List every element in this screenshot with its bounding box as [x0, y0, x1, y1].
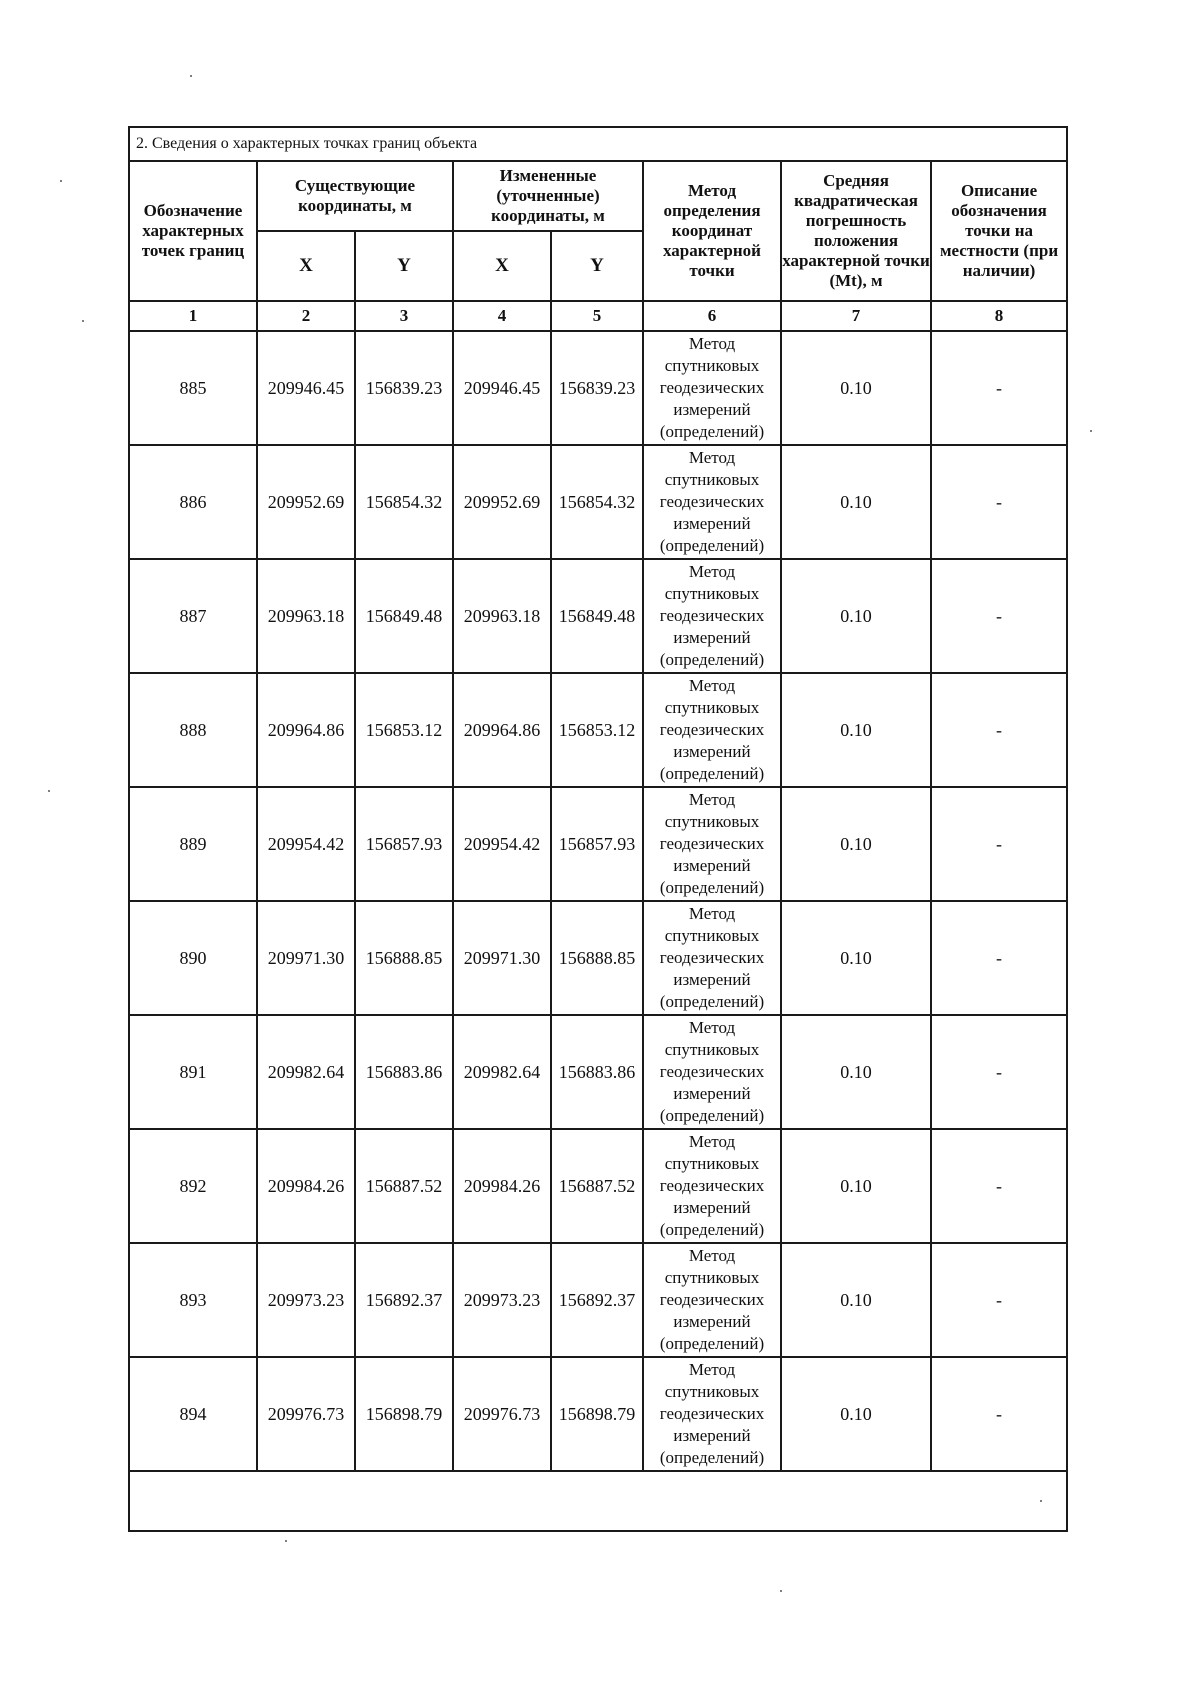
header-y-existing: Y [355, 231, 453, 301]
x-changed-cell: 209954.42 [453, 787, 551, 901]
error-cell: 0.10 [781, 901, 931, 1015]
method-cell: Метод спутниковых геодезических измерений (определений) [643, 445, 781, 559]
column-number: 2 [257, 301, 355, 331]
x-changed-cell: 209946.45 [453, 331, 551, 445]
y-existing-cell: 156892.37 [355, 1243, 453, 1357]
header-description: Описание обозначения точки на местности (при наличии) [931, 161, 1067, 301]
table-row [129, 901, 1067, 1015]
table-row [129, 1129, 1067, 1243]
y-changed-cell: 156892.37 [551, 1243, 643, 1357]
method-cell: Метод спутниковых геодезических измерений (определений) [643, 1243, 781, 1357]
column-number: 6 [643, 301, 781, 331]
point-id-cell: 888 [129, 673, 257, 787]
y-existing-cell: 156883.86 [355, 1015, 453, 1129]
x-existing-cell: 209954.42 [257, 787, 355, 901]
column-number: 5 [551, 301, 643, 331]
y-changed-cell: 156857.93 [551, 787, 643, 901]
error-cell: 0.10 [781, 445, 931, 559]
point-id-cell: 891 [129, 1015, 257, 1129]
table-row [129, 331, 1067, 445]
column-number: 7 [781, 301, 931, 331]
error-cell: 0.10 [781, 1015, 931, 1129]
header-designation: Обозначение характерных точек границ [129, 161, 257, 301]
table-row [129, 559, 1067, 673]
error-cell: 0.10 [781, 1357, 931, 1471]
error-cell: 0.10 [781, 1129, 931, 1243]
method-cell: Метод спутниковых геодезических измерений (определений) [643, 1357, 781, 1471]
scan-speck [48, 790, 50, 792]
x-existing-cell: 209971.30 [257, 901, 355, 1015]
x-changed-cell: 209982.64 [453, 1015, 551, 1129]
method-cell: Метод спутниковых геодезических измерений (определений) [643, 673, 781, 787]
header-existing-coords: Существующие координаты, м [257, 161, 453, 231]
x-existing-cell: 209963.18 [257, 559, 355, 673]
y-existing-cell: 156888.85 [355, 901, 453, 1015]
x-changed-cell: 209963.18 [453, 559, 551, 673]
y-existing-cell: 156887.52 [355, 1129, 453, 1243]
error-cell: 0.10 [781, 673, 931, 787]
y-changed-cell: 156854.32 [551, 445, 643, 559]
scan-speck [82, 320, 84, 322]
description-cell: - [931, 331, 1067, 445]
y-changed-cell: 156849.48 [551, 559, 643, 673]
scan-speck [1040, 1500, 1042, 1502]
scan-speck [1090, 430, 1092, 432]
table-row [129, 445, 1067, 559]
y-changed-cell: 156887.52 [551, 1129, 643, 1243]
y-changed-cell: 156839.23 [551, 331, 643, 445]
y-existing-cell: 156853.12 [355, 673, 453, 787]
point-id-cell: 889 [129, 787, 257, 901]
scan-speck [780, 1590, 782, 1592]
method-cell: Метод спутниковых геодезических измерений (определений) [643, 787, 781, 901]
description-cell: - [931, 1015, 1067, 1129]
x-changed-cell: 209973.23 [453, 1243, 551, 1357]
y-existing-cell: 156839.23 [355, 331, 453, 445]
empty-footer-cell [129, 1471, 1067, 1531]
scan-speck [285, 1540, 287, 1542]
point-id-cell: 885 [129, 331, 257, 445]
method-cell: Метод спутниковых геодезических измерений (определений) [643, 559, 781, 673]
description-cell: - [931, 673, 1067, 787]
y-changed-cell: 156883.86 [551, 1015, 643, 1129]
table-row [129, 1243, 1067, 1357]
x-existing-cell: 209982.64 [257, 1015, 355, 1129]
description-cell: - [931, 559, 1067, 673]
x-changed-cell: 209971.30 [453, 901, 551, 1015]
x-existing-cell: 209973.23 [257, 1243, 355, 1357]
error-cell: 0.10 [781, 331, 931, 445]
x-changed-cell: 209952.69 [453, 445, 551, 559]
empty-footer-row [129, 1471, 1067, 1531]
x-changed-cell: 209984.26 [453, 1129, 551, 1243]
y-changed-cell: 156888.85 [551, 901, 643, 1015]
column-number: 3 [355, 301, 453, 331]
description-cell: - [931, 787, 1067, 901]
y-existing-cell: 156857.93 [355, 787, 453, 901]
point-id-cell: 892 [129, 1129, 257, 1243]
column-number: 8 [931, 301, 1067, 331]
description-cell: - [931, 1243, 1067, 1357]
x-changed-cell: 209976.73 [453, 1357, 551, 1471]
scan-speck [190, 75, 192, 77]
header-error: Средняя квадратическая погрешность положения характерной точки (Mt), м [781, 161, 931, 301]
error-cell: 0.10 [781, 559, 931, 673]
y-changed-cell: 156898.79 [551, 1357, 643, 1471]
point-id-cell: 887 [129, 559, 257, 673]
method-cell: Метод спутниковых геодезических измерений (определений) [643, 331, 781, 445]
error-cell: 0.10 [781, 787, 931, 901]
x-changed-cell: 209964.86 [453, 673, 551, 787]
x-existing-cell: 209984.26 [257, 1129, 355, 1243]
method-cell: Метод спутниковых геодезических измерений (определений) [643, 1129, 781, 1243]
description-cell: - [931, 445, 1067, 559]
header-x-changed: X [453, 231, 551, 301]
table-row [129, 673, 1067, 787]
y-existing-cell: 156849.48 [355, 559, 453, 673]
boundary-points-sheet [128, 126, 1066, 1532]
description-cell: - [931, 1357, 1067, 1471]
header-method: Метод определения координат характерной точки [643, 161, 781, 301]
table-row [129, 787, 1067, 901]
y-existing-cell: 156854.32 [355, 445, 453, 559]
boundary-points-table [128, 126, 1068, 1532]
column-number: 1 [129, 301, 257, 331]
x-existing-cell: 209952.69 [257, 445, 355, 559]
point-id-cell: 894 [129, 1357, 257, 1471]
header-y-changed: Y [551, 231, 643, 301]
column-number: 4 [453, 301, 551, 331]
header-changed-coords: Измененные (уточненные) координаты, м [453, 161, 643, 231]
y-changed-cell: 156853.12 [551, 673, 643, 787]
method-cell: Метод спутниковых геодезических измерений (определений) [643, 1015, 781, 1129]
point-id-cell: 890 [129, 901, 257, 1015]
point-id-cell: 886 [129, 445, 257, 559]
column-number-row [129, 301, 1067, 331]
point-id-cell: 893 [129, 1243, 257, 1357]
error-cell: 0.10 [781, 1243, 931, 1357]
y-existing-cell: 156898.79 [355, 1357, 453, 1471]
scan-speck [60, 180, 62, 182]
x-existing-cell: 209946.45 [257, 331, 355, 445]
description-cell: - [931, 901, 1067, 1015]
method-cell: Метод спутниковых геодезических измерений (определений) [643, 901, 781, 1015]
description-cell: - [931, 1129, 1067, 1243]
header-x-existing: X [257, 231, 355, 301]
table-row [129, 1357, 1067, 1471]
x-existing-cell: 209976.73 [257, 1357, 355, 1471]
x-existing-cell: 209964.86 [257, 673, 355, 787]
table-row [129, 1015, 1067, 1129]
table-caption: 2. Сведения о характерных точках границ объекта [129, 127, 1067, 161]
